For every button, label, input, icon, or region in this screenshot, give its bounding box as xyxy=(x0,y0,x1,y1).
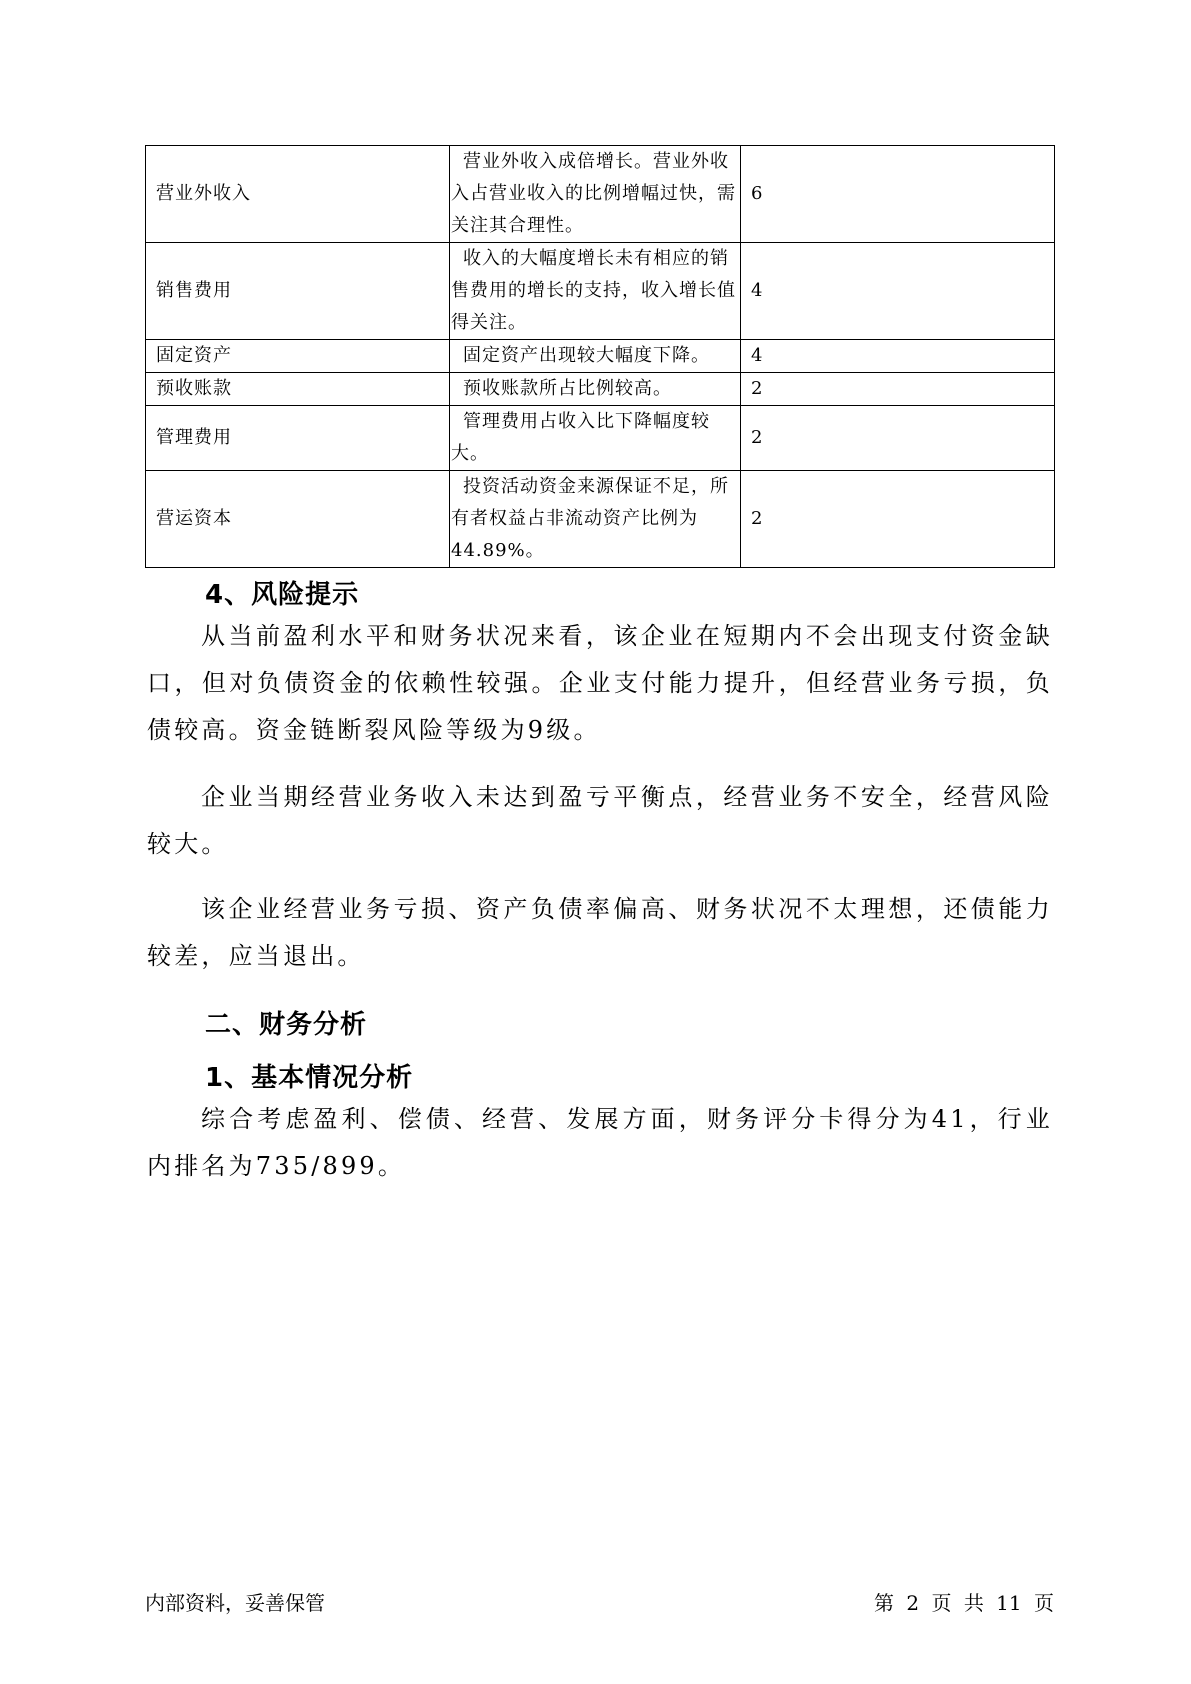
factor-name-cell: 营业外收入 xyxy=(146,146,450,243)
factor-score-cell: 4 xyxy=(741,340,1055,373)
table-row xyxy=(146,406,1055,471)
factor-description: 收入的大幅度增长未有相应的销售费用的增长的支持，收入增长值得关注。 xyxy=(451,248,736,333)
footer-confidential-note: 内部资料，妥善保管 xyxy=(145,1591,325,1615)
factor-description: 投资活动资金来源保证不足，所有者权益占非流动资产比例为44.89%。 xyxy=(451,476,729,561)
basic-analysis-subheading: 1、基本情况分析 xyxy=(205,1063,414,1093)
factor-score-cell: 2 xyxy=(741,406,1055,471)
finance-section-heading: 二、财务分析 xyxy=(205,1010,368,1040)
factor-description: 管理费用占收入比下降幅度较大。 xyxy=(451,411,710,464)
factor-score-cell: 4 xyxy=(741,243,1055,340)
factor-description-cell xyxy=(450,146,741,243)
factor-name-cell: 管理费用 xyxy=(146,406,450,471)
factor-description: 预收账款所占比例较高。 xyxy=(463,378,672,399)
risk-paragraph-1: 从当前盈利水平和财务状况来看，该企业在短期内不会出现支付资金缺口，但对负债资金的依赖性较强。企业支付能力提升，但经营业务亏损，负债较高。资金链断裂风险等级为9级。 xyxy=(147,622,1053,744)
factor-name-cell: 固定资产 xyxy=(146,340,450,373)
factor-description-cell xyxy=(450,373,741,406)
factor-name-cell: 预收账款 xyxy=(146,373,450,406)
risk-paragraph-3: 该企业经营业务亏损、资产负债率偏高、财务状况不太理想，还债能力较差，应当退出。 xyxy=(147,895,1053,970)
table-row xyxy=(146,146,1055,243)
factor-score-cell: 2 xyxy=(741,373,1055,406)
basic-analysis-paragraph: 综合考虑盈利、偿债、经营、发展方面，财务评分卡得分为41，行业内排名为735/899。 xyxy=(147,1105,1053,1180)
footer-page-number: 第 2 页 共 11 页 xyxy=(874,1591,1054,1615)
factor-description-cell xyxy=(450,243,741,340)
factor-description: 固定资产出现较大幅度下降。 xyxy=(463,345,710,366)
risk-section-heading: 4、风险提示 xyxy=(205,580,360,610)
table-row xyxy=(146,471,1055,568)
factor-description-cell xyxy=(450,471,741,568)
factor-name-cell: 营运资本 xyxy=(146,471,450,568)
table-row xyxy=(146,373,1055,406)
factor-description-cell xyxy=(450,406,741,471)
factor-name-cell: 销售费用 xyxy=(146,243,450,340)
table-row xyxy=(146,340,1055,373)
table-row xyxy=(146,243,1055,340)
factor-description-cell xyxy=(450,340,741,373)
factor-score-cell: 2 xyxy=(741,471,1055,568)
factor-description: 营业外收入成倍增长。营业外收入占营业收入的比例增幅过快，需关注其合理性。 xyxy=(451,151,736,236)
factor-score-cell: 6 xyxy=(741,146,1055,243)
risk-paragraph-2: 企业当期经营业务收入未达到盈亏平衡点，经营业务不安全，经营风险较大。 xyxy=(147,783,1053,858)
risk-factor-table xyxy=(145,145,1055,568)
